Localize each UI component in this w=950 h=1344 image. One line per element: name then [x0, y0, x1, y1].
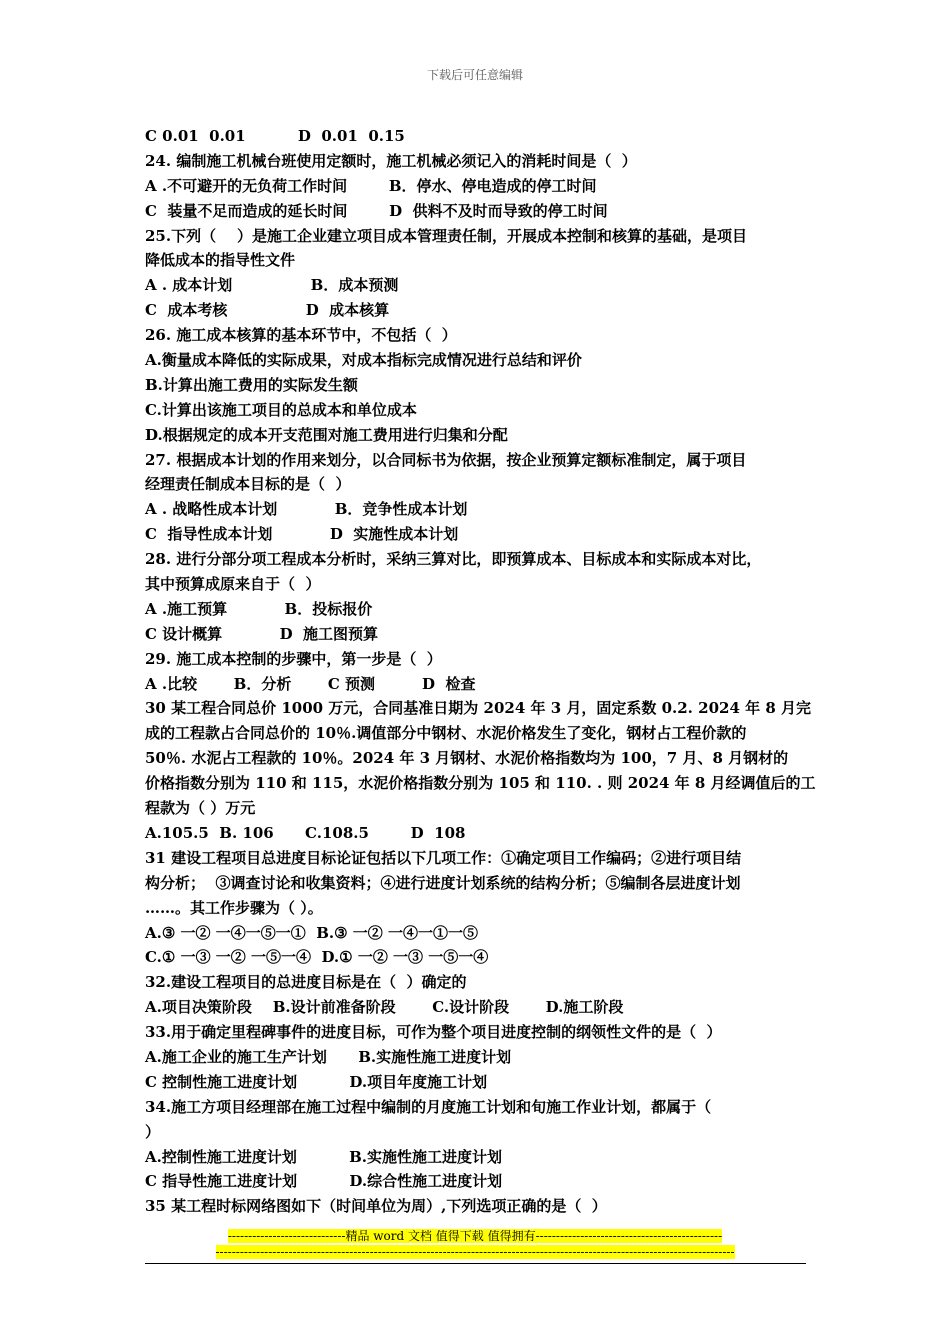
text-line: C 成本考核 D 成本核算 — [145, 301, 390, 320]
text-line: 35 某工程时标网络图如下（时间单位为周）,下列选项正确的是（ ） — [145, 1197, 607, 1216]
text-line: C 装量不足而造成的延长时间 D 供料不及时而导致的停工时间 — [145, 201, 608, 220]
text-line: C 控制性施工进度计划 D.项目年度施工计划 — [145, 1072, 488, 1091]
text-line: C 0.01 0.01 D 0.01 0.15 — [145, 127, 405, 145]
text-line: A . 战略性成本计划 B．竞争性成本计划 — [145, 500, 468, 519]
text-line: 其中预算成原来自于（ ） — [145, 575, 321, 594]
text-line: C.① 一③ 一② 一⑤一④ D.① 一② 一③ 一⑤一④ — [145, 948, 489, 967]
text-line: 25.下列（ ）是施工企业建立项目成本管理责任制，开展成本控制和核算的基础，是项目 — [145, 226, 747, 245]
footer-rule — [145, 1263, 806, 1264]
text-line: A .施工预算 B．投标报价 — [145, 599, 373, 618]
text-line: 26. 施工成本核算的基本环节中，不包括（ ） — [145, 326, 457, 345]
footer-dashes — [0, 1245, 950, 1260]
text-line: 成的工程款占合同总价的 10％.调值部分中钢材、水泥价格发生了变化，钢材占工程价款的 — [145, 724, 747, 743]
footer-banner-text: -----------------------------精品 word 文档 值得下载 值得拥有---------------------------------------------- — [227, 1229, 723, 1243]
footer-dashes-text: -------------------------------------------------------------------------------------------------------------------------------- — [215, 1245, 735, 1259]
text-line: 降低成本的指导性文件 — [145, 251, 296, 270]
text-line: ） — [145, 1122, 161, 1141]
text-line: 27. 根据成本计划的作用来划分，以合同标书为依据，按企业预算定额标准制定，属于项目 — [145, 450, 747, 469]
text-line: A.105.5 B. 106 C.108.5 D 108 — [145, 823, 466, 842]
text-line: C 设计概算 D 施工图预算 — [145, 624, 379, 643]
document-body — [145, 124, 825, 1219]
footer-banner — [0, 1229, 950, 1244]
text-line: C 指导性成本计划 D 实施性成本计划 — [145, 525, 459, 544]
text-line: 32.建设工程项目的总进度目标是在（ ）确定的 — [145, 973, 467, 992]
text-line: B.计算出施工费用的实际发生额 — [145, 375, 358, 394]
text-line: 价格指数分别为 110 和 115，水泥价格指数分别为 105 和 110. . 则 2024 年 8 月经调值后的工 — [145, 774, 816, 793]
text-line: C.计算出该施工项目的总成本和单位成本 — [145, 400, 417, 419]
text-line: 28. 进行分部分项工程成本分析时，采纳三算对比，即预算成本、目标成本和实际成本对比， — [145, 550, 762, 569]
page-header: 下载后可任意编辑 — [426, 68, 523, 82]
text-line: 31 建设工程项目总进度目标论证包括以下几项工作：①确定项目工作编码；②进行项目结 — [145, 848, 742, 867]
text-line: 经理责任制成本目标的是（ ） — [145, 475, 351, 494]
text-line: A .比较 B．分析 C 预测 D 检查 — [145, 674, 476, 693]
text-line: D.根据规定的成本开支范围对施工费用进行归集和分配 — [145, 425, 508, 444]
text-line: A.项目决策阶段 B.设计前准备阶段 C.设计阶段 D.施工阶段 — [145, 998, 624, 1017]
text-line: 33.用于确定里程碑事件的进度目标，可作为整个项目进度控制的纲领性文件的是（ ） — [145, 1023, 722, 1042]
text-line: C 指导性施工进度计划 D.综合性施工进度计划 — [145, 1172, 503, 1191]
text-line: A.衡量成本降低的实际成果，对成本指标完成情况进行总结和评价 — [145, 351, 582, 370]
text-line: 程款为（ ）万元 — [145, 799, 256, 818]
text-line: ……。其工作步骤为（ ）。 — [145, 898, 323, 917]
text-line: A.③ 一② 一④一⑤一① B.③ 一② 一④一①一⑤ — [145, 923, 478, 942]
text-line: 24. 编制施工机械台班使用定额时，施工机械必须记入的消耗时间是（ ） — [145, 151, 637, 170]
text-line: 构分析； ③调查讨论和收集资料；④进行进度计划系统的结构分析；⑤编制各层进度计划 — [145, 873, 741, 892]
text-line: A.控制性施工进度计划 B.实施性施工进度计划 — [145, 1147, 502, 1166]
text-line: A.施工企业的施工生产计划 B.实施性施工进度计划 — [145, 1047, 512, 1066]
text-line: A . 成本计划 B．成本预测 — [145, 276, 399, 295]
text-line: A .不可避开的无负荷工作时间 B．停水、停电造成的停工时间 — [145, 176, 597, 195]
text-line: 50％. 水泥占工程款的 10％。2024 年 3 月钢材、水泥价格指数均为 100，7 月、8 月钢材的 — [145, 749, 789, 768]
text-line: 30 某工程合同总价 1000 万元，合同基准日期为 2024 年 3 月，固定系数 0.2. 2024 年 8 月完 — [145, 699, 811, 718]
text-line: 29. 施工成本控制的步骤中，第一步是（ ） — [145, 649, 442, 668]
text-line: 34.施工方项目经理部在施工过程中编制的月度施工计划和旬施工作业计划，都属于（ — [145, 1097, 712, 1116]
